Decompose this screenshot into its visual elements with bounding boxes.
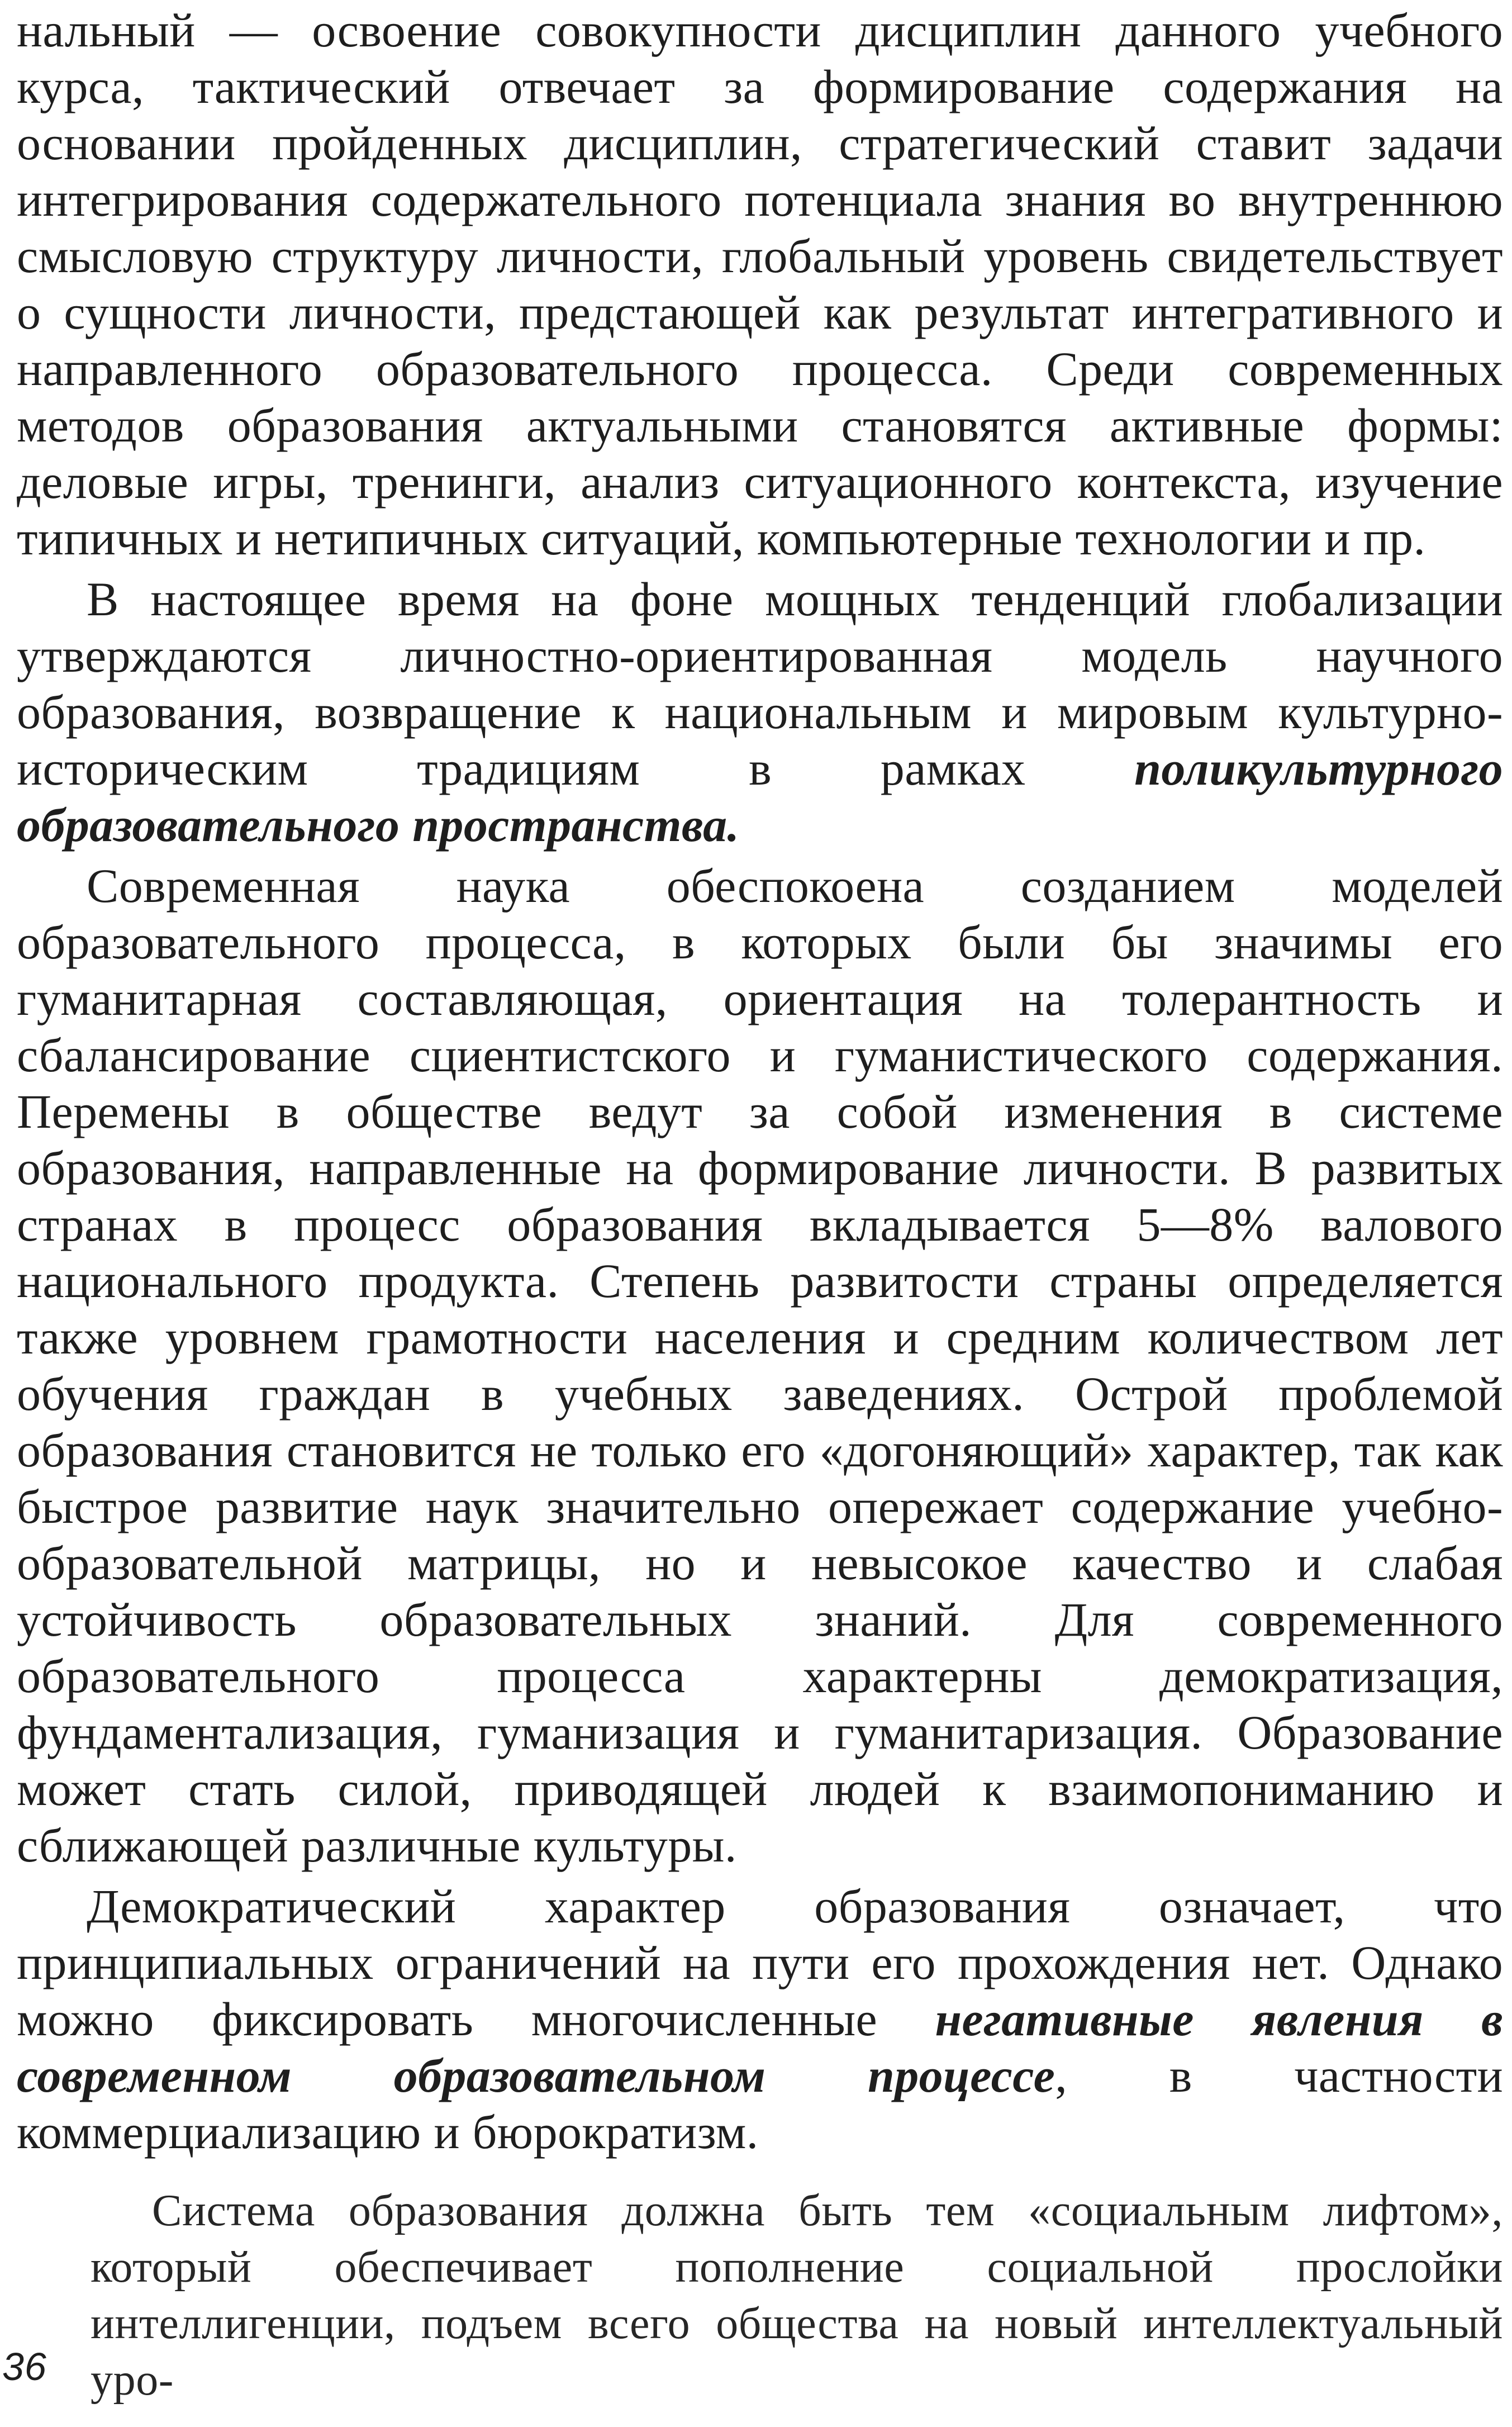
paragraph-4-emphasis: негативные явления в современном образовательном процессе: [17, 1992, 1503, 2102]
page-number: 36: [2, 2345, 47, 2388]
block-quote: [91, 2183, 1503, 2409]
paragraph-1-text: нальный — освоение совокупности дисциплин данного учебного курса, тактический отвечает за формирование содержания на основании пройденных дисциплин, стратегический ставит задачи интегрирования содержательного потенциала знания во внутреннюю смысловую структуру личности, глобальный уровень свидетельствует о сущности личности, предстающей как результат интегративного и направленного образовательного процесса. Среди современных методов образования актуальными становятся активные формы: деловые игры, тренинги, анализ ситуационного контекста, изучение типичных и нетипичных ситуаций, компьютерные технологии и пр.: [17, 3, 1503, 565]
paragraph-2: [17, 571, 1503, 853]
paragraph-4-tail: , в частности коммерциализацию и бюрократизм.: [17, 2049, 1503, 2159]
paragraph-4-text: Демократический характер образования означает, что принципиальных ограничений на пути его прохождения нет. Однако можно фиксировать многочисленные: [17, 1879, 1503, 2046]
paragraph-4: [17, 1878, 1503, 2160]
paragraph-3-text: Современная наука обеспокоена созданием моделей образовательного процесса, в которых были бы значимы его гуманитарная составляющая, ориентация на толерантность и сбалансирование сциентистского и гуманистического содержания. Перемены в обществе ведут за собой изменения в системе образования, направленные на формирование личности. В развитых странах в процесс образования вкладывается 5—8% валового национального продукта. Степень развитости страны определяется также уровнем грамотности населения и средним количеством лет обучения граждан в учебных заведениях. Острой проблемой образования становится не только его «догоняющий» характер, так как быстрое развитие наук значительно опережает содержание учебно-образовательной матрицы, но и невысокое качество и слабая устойчивость образовательных знаний. Для современного образовательного процесса характерны демократизация, фундаментализация, гуманизация и гуманитаризация. Образование может стать силой, приводящей людей к взаимопониманию и сближающей различные культуры.: [17, 859, 1503, 1872]
book-page: [17, 0, 1503, 2409]
paragraph-2-text: В настоящее время на фоне мощных тенденций глобализации утверждаются личностно-ориентированная модель научного образования, возвращение к национальным и мировым культурно-историческим традициям в рамках: [17, 572, 1503, 795]
paragraph-2-emphasis: поликультурного образовательного пространства.: [17, 742, 1503, 852]
paragraph-1: [17, 2, 1503, 567]
block-quote-text: Система образования должна быть тем «социальным лифтом», который обеспечивает пополнение социальной прослойки интеллигенции, подъем всего общества на новый интеллектуальный уро-: [91, 2186, 1503, 2405]
paragraph-3: [17, 858, 1503, 1874]
